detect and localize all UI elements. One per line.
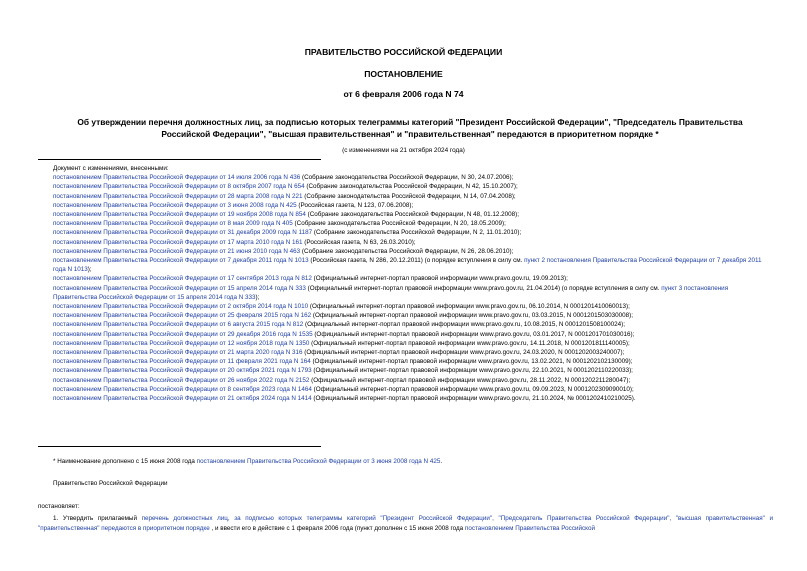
change-link[interactable]: постановлением Правительства Российской Федерации от 11 февраля 2021 года N 164 [53, 358, 311, 366]
change-link[interactable]: постановлением Правительства Российской Федерации от 25 февраля 2015 года N 162 [53, 312, 312, 320]
change-link[interactable]: постановлением Правительства Российской Федерации от 20 октября 2021 года N 1793 [53, 367, 312, 375]
change-link[interactable]: постановлением Правительства Российской Федерации от 3 июня 2008 года N 425 [53, 201, 297, 209]
change-link[interactable]: постановлением Правительства Российской Федерации от 21 марта 2020 года N 316 [53, 349, 303, 357]
document-title: Об утверждении перечня должностных лиц, за подписью которых телеграммы категорий "Президент Российской Федерации", "Председатель Правительства Российской Федерации", "высшая правительственная" и "правительственная" передаются в приоритетном порядке * [77, 117, 743, 139]
change-item: постановлением Правительства Российской Федерации от 6 августа 2015 года N 812 (Официальный интернет-портал правовой информации www.pravo.gov.ru, 10.08.2015, N 0001201508100024); [53, 321, 626, 329]
change-link[interactable]: постановлением Правительства Российской Федерации от 8 октября 2007 года N 654 [53, 183, 305, 191]
government-heading: ПРАВИТЕЛЬСТВО РОССИЙСКОЙ ФЕДЕРАЦИИ [304, 47, 503, 57]
change-link[interactable]: постановлением Правительства Российской Федерации от 2 октября 2014 года N 1010 [53, 303, 309, 311]
change-link[interactable]: постановлением Правительства Российской Федерации от 19 ноября 2008 года N 854 [53, 211, 306, 219]
change-item: постановлением Правительства Российской Федерации от 21 октября 2024 года N 1414 (Официальный интернет-портал правовой информации www.pravo.gov.ru, 21.10.2024, № 0001202410210025). [53, 395, 636, 403]
change-link[interactable]: постановлением Правительства Российской Федерации от 15 апреля 2014 года N 333 [53, 284, 306, 292]
change-item: постановлением Правительства Российской Федерации от 21 марта 2020 года N 316 (Официальный интернет-портал правовой информации www.pravo.gov.ru, 24.03.2020, N 0001202003240007); [53, 349, 625, 357]
change-link[interactable]: постановлением Правительства Российской Федерации от 21 октября 2024 года N 1414 [53, 395, 312, 403]
change-item: постановлением Правительства Российской Федерации от 8 октября 2007 года N 654 (Собрание законодательства Российской Федерации, N 42, 15.10.2007); [53, 183, 518, 191]
change-item: постановлением Правительства Российской Федерации от 28 марта 2008 года N 221 (Собрание законодательства Российской Федерации, N 14, 07.04.2008); [53, 192, 516, 200]
decree-link[interactable]: постановлением Правительства Российской [464, 525, 595, 532]
list-link[interactable]: перечень должностных лиц, за подписью которых телеграммы категорий "Президент Российской Федерации", "Председатель Правительства Российской Федерации", "высшая правительственная" и "правительственная" передаются в приоритетном порядке [38, 515, 773, 532]
change-item: постановлением Правительства Российской Федерации от 11 февраля 2021 года N 164 (Официальный интернет-портал правовой информации www.pravo.gov.ru, 13.02.2021, N 0001202102130009); [53, 358, 633, 366]
footnote-link[interactable]: постановлением Правительства Российской Федерации от 3 июня 2008 года N 425 [196, 458, 441, 465]
change-item: постановлением Правительства Российской Федерации от 29 декабря 2016 года N 1535 (Официальный интернет-портал правовой информации www.pravo.gov.ru, 03.01.2017, N 0001201701030016); [53, 330, 635, 338]
footnote: * Наименование дополнено с 15 июня 2008 года постановлением Правительства Российской Федерации от 3 июня 2008 года N 425. [53, 458, 443, 465]
change-item-2014: постановлением Правительства Российской Федерации от 15 апреля 2014 года N 333 (Официальный интернет-портал правовой информации www.pravo.gov.ru, 21.04.2014) (о порядке вступления в силу см. пункт 3 постановления Правительства Российской Федерации от 15 апреля 2014 года N 333); [53, 284, 729, 301]
change-link[interactable]: постановлением Правительства Российской Федерации от 31 декабря 2009 года N 1187 [53, 229, 313, 237]
change-link[interactable]: постановлением Правительства Российской Федерации от 29 декабря 2016 года N 1535 [53, 330, 313, 338]
decides-label: постановляет: [38, 503, 80, 510]
change-item: постановлением Правительства Российской Федерации от 25 февраля 2015 года N 162 (Официальный интернет-портал правовой информации www.pravo.gov.ru, 03.03.2015, N 0001201503030008); [53, 312, 633, 320]
change-item-2013: постановлением Правительства Российской Федерации от 17 сентября 2013 года N 812 (Официальный интернет-портал правовой информации www.pravo.gov.ru, 19.09.2013); [53, 275, 568, 283]
change-link[interactable]: постановлением Правительства Российской Федерации от 17 сентября 2013 года N 812 [53, 275, 312, 283]
change-item: постановлением Правительства Российской Федерации от 26 ноября 2022 года N 2152 (Официальный интернет-портал правовой информации www.pravo.gov.ru, 28.11.2022, N 0001202211280047); [53, 376, 631, 384]
changes-intro: Документ с изменениями, внесенными: [53, 165, 169, 172]
change-link[interactable]: постановлением Правительства Российской Федерации от 6 августа 2015 года N 812 [53, 321, 304, 329]
change-item: постановлением Правительства Российской Федерации от 8 сентября 2023 года N 1464 (Официальный интернет-портал правовой информации www.pravo.gov.ru, 09.09.2023, N 0001202309090010); [53, 385, 634, 393]
change-item: постановлением Правительства Российской Федерации от 12 ноября 2018 года N 1350 (Официальный интернет-портал правовой информации www.pravo.gov.ru, 14.11.2018, N 0001201811140005); [53, 339, 630, 347]
change-link[interactable]: постановлением Правительства Российской Федерации от 17 марта 2010 года N 161 [53, 238, 303, 246]
change-item: постановлением Правительства Российской Федерации от 3 июня 2008 года N 425 (Российская газета, N 123, 07.06.2008); [53, 201, 414, 209]
change-link[interactable]: постановлением Правительства Российской Федерации от 7 декабря 2011 года N 1013 [53, 257, 309, 265]
change-link[interactable]: пункт 2 постановления Правительства Российской Федерации от 7 декабря 2011 года N 1013 [53, 257, 762, 274]
change-link[interactable]: пункт 3 постановления Правительства Российской Федерации от 15 апреля 2014 года N 333 [53, 284, 729, 301]
change-item: постановлением Правительства Российской Федерации от 21 июня 2010 года N 463 (Собрание законодательства Российской Федерации, N 26, 28.06.2010); [53, 247, 514, 255]
government-name: Правительство Российской Федерации [53, 480, 168, 487]
change-item: постановлением Правительства Российской Федерации от 17 марта 2010 года N 161 (Российская газета, N 63, 26.03.2010); [53, 238, 416, 246]
change-link[interactable]: постановлением Правительства Российской Федерации от 26 ноября 2022 года N 2152 [53, 376, 310, 384]
change-item-2011: постановлением Правительства Российской Федерации от 7 декабря 2011 года N 1013 (Российская газета, N 286, 20.12.2011) (о порядке вступления в силу см. пункт 2 постановления Правительства Российской Федерации от 7 декабря 2011 года N 1013); [53, 257, 762, 274]
changes-list [38, 164, 773, 403]
change-item: постановлением Правительства Российской Федерации от 31 декабря 2009 года N 1187 (Собрание законодательства Российской Федерации, N 2, 11.01.2010); [53, 229, 522, 237]
change-link[interactable]: постановлением Правительства Российской Федерации от 8 сентября 2023 года N 1464 [53, 385, 312, 393]
change-item: постановлением Правительства Российской Федерации от 14 июля 2006 года N 436 (Собрание законодательства Российской Федерации, N 30, 24.07.2006); [53, 174, 514, 182]
change-link[interactable]: постановлением Правительства Российской Федерации от 21 июня 2010 года N 463 [53, 247, 301, 255]
document-date-number: от 6 февраля 2006 года N 74 [343, 89, 464, 99]
paragraph-1: 1. Утвердить прилагаемый перечень должностных лиц, за подписью которых телеграммы категорий "Президент Российской Федерации", "Председатель Правительства Российской Федерации", "высшая правительственная" и "правительственная" передаются в приоритетном порядке , и ввести его в действие с 1 февраля 2006 года (пункт дополнен с 15 июня 2008 года постановлением Правительства Российской [38, 515, 773, 532]
divider-top [38, 159, 321, 160]
change-link[interactable]: постановлением Правительства Российской Федерации от 8 мая 2009 года N 405 [53, 220, 293, 228]
change-link[interactable]: постановлением Правительства Российской Федерации от 14 июля 2006 года N 436 [53, 174, 301, 182]
change-item: постановлением Правительства Российской Федерации от 19 ноября 2008 года N 854 (Собрание законодательства Российской Федерации, N 48, 01.12.2008); [53, 211, 519, 219]
divider-bottom [38, 446, 321, 447]
revision-note: (с изменениями на 21 октября 2024 года) [342, 147, 465, 154]
change-item: постановлением Правительства Российской Федерации от 8 мая 2009 года N 405 (Собрание законодательства Российской Федерации, N 20, 18.05.2009); [53, 220, 506, 228]
change-link[interactable]: постановлением Правительства Российской Федерации от 28 марта 2008 года N 221 [53, 192, 303, 200]
change-item: постановлением Правительства Российской Федерации от 20 октября 2021 года N 1793 (Официальный интернет-портал правовой информации www.pravo.gov.ru, 22.10.2021, N 0001202110220033); [53, 367, 633, 375]
document-type: ПОСТАНОВЛЕНИЕ [364, 69, 443, 79]
change-link[interactable]: постановлением Правительства Российской Федерации от 12 ноября 2018 года N 1350 [53, 339, 310, 347]
change-item: постановлением Правительства Российской Федерации от 2 октября 2014 года N 1010 (Официальный интернет-портал правовой информации www.pravo.gov.ru, 06.10.2014, N 0001201410060013); [53, 303, 630, 311]
